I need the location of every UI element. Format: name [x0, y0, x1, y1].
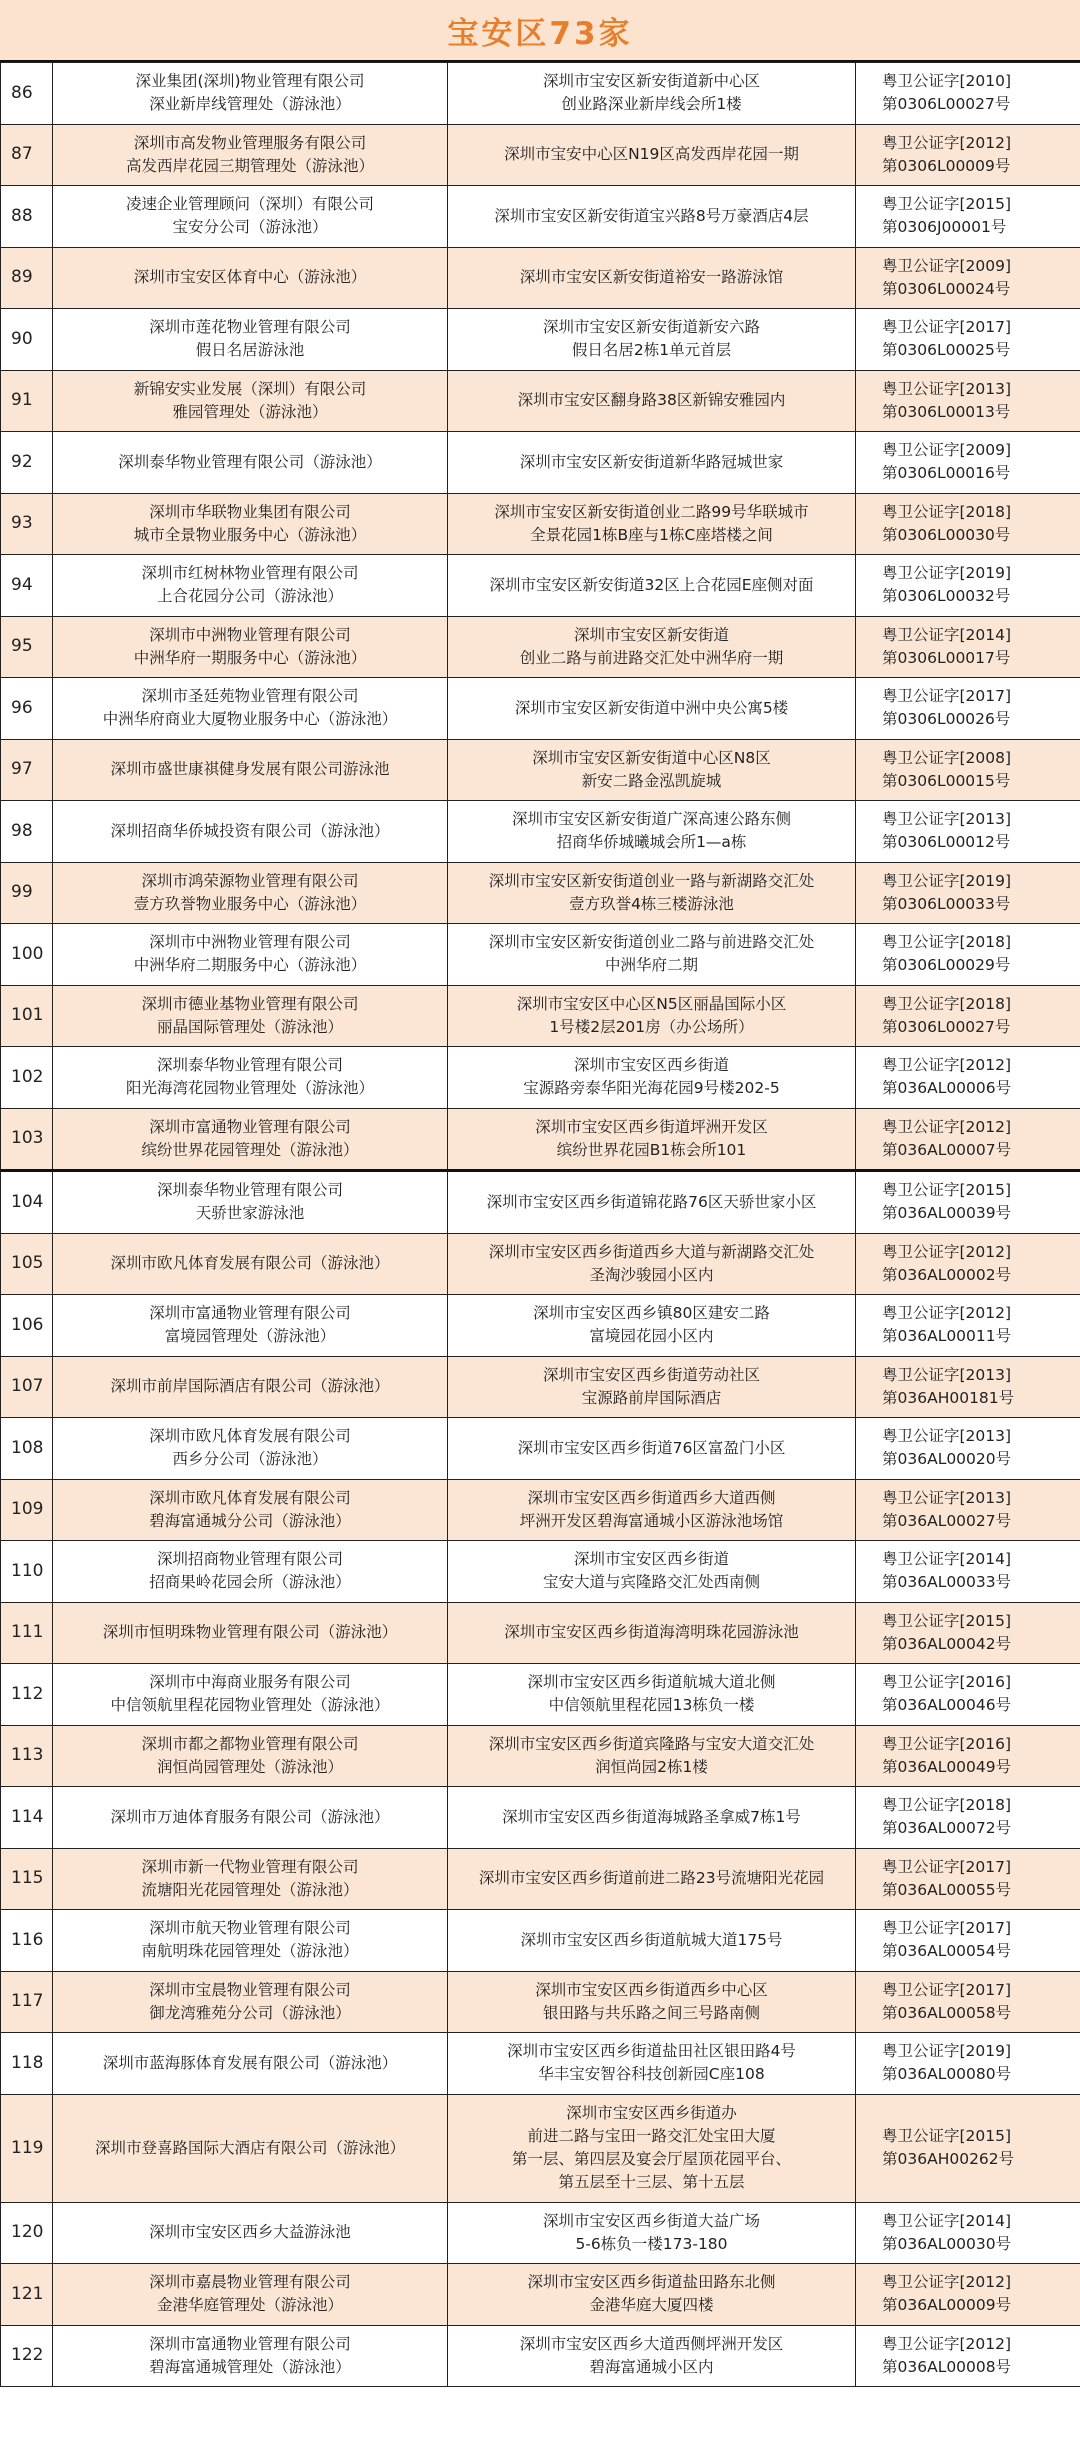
row-number: 110 — [1, 1541, 53, 1603]
table-row — [1, 432, 1080, 494]
license-number: 粤卫公证字[2019] 第036AL00080号 — [856, 2033, 1080, 2095]
table-row — [1, 1233, 1080, 1295]
facility-address: 深圳市宝安区西乡街道劳动社区 宝源路前岸国际酒店 — [448, 1356, 856, 1418]
facility-name: 深业集团(深圳)物业管理有限公司 深业新岸线管理处（游泳池） — [53, 63, 448, 125]
row-number: 122 — [1, 2325, 53, 2387]
license-number: 粤卫公证字[2013] 第0306L00012号 — [856, 801, 1080, 863]
row-number: 116 — [1, 1910, 53, 1972]
facility-address: 深圳市宝安区西乡街道航城大道175号 — [448, 1910, 856, 1972]
facility-name: 深圳市高发物业管理服务有限公司 高发西岸花园三期管理处（游泳池） — [53, 124, 448, 186]
table-row — [1, 1295, 1080, 1357]
row-number: 88 — [1, 186, 53, 248]
license-number: 粤卫公证字[2012] 第036AL00011号 — [856, 1295, 1080, 1357]
facility-address: 深圳市宝安区西乡街道海城路圣拿威7栋1号 — [448, 1787, 856, 1849]
row-number: 89 — [1, 247, 53, 309]
facility-address: 深圳市宝安区西乡街道坪洲开发区 缤纷世界花园B1栋会所101 — [448, 1108, 856, 1171]
row-number: 86 — [1, 63, 53, 125]
license-number: 粤卫公证字[2013] 第036AL00027号 — [856, 1479, 1080, 1541]
facility-name: 深圳招商华侨城投资有限公司（游泳池） — [53, 801, 448, 863]
facility-address: 深圳市宝安区西乡街道宾隆路与宝安大道交汇处 润恒尚园2栋1楼 — [448, 1725, 856, 1787]
license-number: 粤卫公证字[2015] 第036AH00262号 — [856, 2094, 1080, 2202]
facility-name: 深圳市新一代物业管理有限公司 流塘阳光花园管理处（游泳池） — [53, 1848, 448, 1910]
facility-name: 深圳泰华物业管理有限公司（游泳池） — [53, 432, 448, 494]
facility-name: 深圳市万迪体育服务有限公司（游泳池） — [53, 1787, 448, 1849]
row-number: 102 — [1, 1047, 53, 1109]
row-number: 94 — [1, 555, 53, 617]
table-row — [1, 1479, 1080, 1541]
row-number: 115 — [1, 1848, 53, 1910]
license-number: 粤卫公证字[2018] 第0306L00029号 — [856, 924, 1080, 986]
facility-name: 深圳市登喜路国际大酒店有限公司（游泳池） — [53, 2094, 448, 2202]
table-row — [1, 2033, 1080, 2095]
facility-address: 深圳市宝安中心区N19区高发西岸花园一期 — [448, 124, 856, 186]
row-number: 113 — [1, 1725, 53, 1787]
license-number: 粤卫公证字[2012] 第036AL00009号 — [856, 2264, 1080, 2326]
row-number: 105 — [1, 1233, 53, 1295]
table-row — [1, 1171, 1080, 1234]
facility-address: 深圳市宝安区西乡街道航城大道北侧 中信领航里程花园13栋负一楼 — [448, 1664, 856, 1726]
license-number: 粤卫公证字[2017] 第0306L00025号 — [856, 309, 1080, 371]
facility-address: 深圳市宝安区西乡镇80区建安二路 富境园花园小区内 — [448, 1295, 856, 1357]
facility-address: 深圳市宝安区新安街道中洲中央公寓5楼 — [448, 678, 856, 740]
row-number: 117 — [1, 1971, 53, 2033]
facility-name: 深圳市欧凡体育发展有限公司 西乡分公司（游泳池） — [53, 1418, 448, 1480]
facility-address: 深圳市宝安区西乡街道盐田路东北侧 金港华庭大厦四楼 — [448, 2264, 856, 2326]
facility-address: 深圳市宝安区翻身路38区新锦安雅园内 — [448, 370, 856, 432]
table-row — [1, 63, 1080, 125]
facility-address: 深圳市宝安区西乡街道大益广场 5-6栋负一楼173-180 — [448, 2202, 856, 2264]
facility-name: 深圳市航天物业管理有限公司 南航明珠花园管理处（游泳池） — [53, 1910, 448, 1972]
row-number: 92 — [1, 432, 53, 494]
license-number: 粤卫公证字[2015] 第036AL00039号 — [856, 1171, 1080, 1234]
row-number: 87 — [1, 124, 53, 186]
table-row — [1, 124, 1080, 186]
row-number: 97 — [1, 739, 53, 801]
facility-address: 深圳市宝安区新安街道广深高速公路东侧 招商华侨城曦城会所1—a栋 — [448, 801, 856, 863]
row-number: 101 — [1, 985, 53, 1047]
facility-name: 深圳市中洲物业管理有限公司 中洲华府二期服务中心（游泳池） — [53, 924, 448, 986]
table-row — [1, 1664, 1080, 1726]
row-number: 99 — [1, 862, 53, 924]
row-number: 98 — [1, 801, 53, 863]
row-number: 103 — [1, 1108, 53, 1171]
facility-name: 深圳市欧凡体育发展有限公司 碧海富通城分公司（游泳池） — [53, 1479, 448, 1541]
row-number: 109 — [1, 1479, 53, 1541]
facility-address: 深圳市宝安区新安街道创业一路与新湖路交汇处 壹方玖誉4栋三楼游泳池 — [448, 862, 856, 924]
license-number: 粤卫公证字[2009] 第0306L00024号 — [856, 247, 1080, 309]
row-number: 111 — [1, 1602, 53, 1664]
facility-address: 深圳市宝安区西乡街道前进二路23号流塘阳光花园 — [448, 1848, 856, 1910]
license-number: 粤卫公证字[2009] 第0306L00016号 — [856, 432, 1080, 494]
row-number: 104 — [1, 1171, 53, 1234]
license-number: 粤卫公证字[2018] 第0306L00027号 — [856, 985, 1080, 1047]
facility-name: 深圳泰华物业管理有限公司 阳光海湾花园物业管理处（游泳池） — [53, 1047, 448, 1109]
table-row — [1, 1848, 1080, 1910]
table-row — [1, 801, 1080, 863]
facility-address: 深圳市宝安区新安街道32区上合花园E座侧对面 — [448, 555, 856, 617]
facility-address: 深圳市宝安区西乡街道 宝安大道与宾隆路交汇处西南侧 — [448, 1541, 856, 1603]
license-number: 粤卫公证字[2017] 第036AL00058号 — [856, 1971, 1080, 2033]
facility-name: 深圳市嘉晨物业管理有限公司 金港华庭管理处（游泳池） — [53, 2264, 448, 2326]
license-number: 粤卫公证字[2013] 第0306L00013号 — [856, 370, 1080, 432]
facility-name: 凌速企业管理顾问（深圳）有限公司 宝安分公司（游泳池） — [53, 186, 448, 248]
table-row — [1, 493, 1080, 555]
table-row — [1, 309, 1080, 371]
facility-address: 深圳市宝安区新安街道创业二路与前进路交汇处 中洲华府二期 — [448, 924, 856, 986]
facility-name: 深圳市圣廷苑物业管理有限公司 中洲华府商业大厦物业服务中心（游泳池） — [53, 678, 448, 740]
license-number: 粤卫公证字[2014] 第036AL00030号 — [856, 2202, 1080, 2264]
table-row — [1, 985, 1080, 1047]
facility-name: 深圳市都之都物业管理有限公司 润恒尚园管理处（游泳池） — [53, 1725, 448, 1787]
row-number: 90 — [1, 309, 53, 371]
table-body — [1, 63, 1080, 2387]
table-row — [1, 2202, 1080, 2264]
row-number: 108 — [1, 1418, 53, 1480]
facility-address: 深圳市宝安区西乡街道西乡大道与新湖路交汇处 圣淘沙骏园小区内 — [448, 1233, 856, 1295]
row-number: 100 — [1, 924, 53, 986]
facility-name: 深圳市欧凡体育发展有限公司（游泳池） — [53, 1233, 448, 1295]
facility-name: 深圳市蓝海豚体育发展有限公司（游泳池） — [53, 2033, 448, 2095]
table-row — [1, 739, 1080, 801]
license-number: 粤卫公证字[2014] 第036AL00033号 — [856, 1541, 1080, 1603]
facility-address: 深圳市宝安区新安街道 创业二路与前进路交汇处中洲华府一期 — [448, 616, 856, 678]
license-number: 粤卫公证字[2015] 第0306J00001号 — [856, 186, 1080, 248]
row-number: 119 — [1, 2094, 53, 2202]
license-number: 粤卫公证字[2013] 第036AL00020号 — [856, 1418, 1080, 1480]
row-number: 96 — [1, 678, 53, 740]
facility-address: 深圳市宝安区西乡街道西乡中心区 银田路与共乐路之间三号路南侧 — [448, 1971, 856, 2033]
facility-address: 深圳市宝安区新安街道新安六路 假日名居2栋1单元首层 — [448, 309, 856, 371]
facility-address: 深圳市宝安区西乡街道锦花路76区天骄世家小区 — [448, 1171, 856, 1234]
row-number: 93 — [1, 493, 53, 555]
facility-name: 深圳市宝安区体育中心（游泳池） — [53, 247, 448, 309]
row-number: 120 — [1, 2202, 53, 2264]
facility-name: 深圳市莲花物业管理有限公司 假日名居游泳池 — [53, 309, 448, 371]
license-number: 粤卫公证字[2012] 第036AL00008号 — [856, 2325, 1080, 2387]
license-number: 粤卫公证字[2018] 第036AL00072号 — [856, 1787, 1080, 1849]
row-number: 112 — [1, 1664, 53, 1726]
facility-address: 深圳市宝安区西乡街道 宝源路旁泰华阳光海花园9号楼202-5 — [448, 1047, 856, 1109]
license-number: 粤卫公证字[2018] 第0306L00030号 — [856, 493, 1080, 555]
facility-name: 深圳市红树林物业管理有限公司 上合花园分公司（游泳池） — [53, 555, 448, 617]
row-number: 114 — [1, 1787, 53, 1849]
facility-address: 深圳市宝安区新安街道新中心区 创业路深业新岸线会所1楼 — [448, 63, 856, 125]
facility-address: 深圳市宝安区新安街道宝兴路8号万豪酒店4层 — [448, 186, 856, 248]
pool-license-table — [0, 62, 1080, 2387]
table-row — [1, 247, 1080, 309]
table-row — [1, 1108, 1080, 1171]
facility-name: 深圳市宝晨物业管理有限公司 御龙湾雅苑分公司（游泳池） — [53, 1971, 448, 2033]
table-row — [1, 2325, 1080, 2387]
table-row — [1, 555, 1080, 617]
license-number: 粤卫公证字[2016] 第036AL00049号 — [856, 1725, 1080, 1787]
facility-address: 深圳市宝安区新安街道裕安一路游泳馆 — [448, 247, 856, 309]
facility-address: 深圳市宝安区新安街道新华路冠城世家 — [448, 432, 856, 494]
table-row — [1, 1047, 1080, 1109]
row-number: 121 — [1, 2264, 53, 2326]
table-row — [1, 924, 1080, 986]
facility-name: 深圳招商物业管理有限公司 招商果岭花园会所（游泳池） — [53, 1541, 448, 1603]
facility-name: 新锦安实业发展（深圳）有限公司 雅园管理处（游泳池） — [53, 370, 448, 432]
license-number: 粤卫公证字[2013] 第036AH00181号 — [856, 1356, 1080, 1418]
facility-name: 深圳市中海商业服务有限公司 中信领航里程花园物业管理处（游泳池） — [53, 1664, 448, 1726]
facility-name: 深圳市鸿荣源物业管理有限公司 壹方玖誉物业服务中心（游泳池） — [53, 862, 448, 924]
facility-address: 深圳市宝安区西乡街道盐田社区银田路4号 华丰宝安智谷科技创新园C座108 — [448, 2033, 856, 2095]
table-row — [1, 1418, 1080, 1480]
license-number: 粤卫公证字[2019] 第0306L00032号 — [856, 555, 1080, 617]
license-number: 粤卫公证字[2012] 第0306L00009号 — [856, 124, 1080, 186]
license-number: 粤卫公证字[2014] 第0306L00017号 — [856, 616, 1080, 678]
facility-name: 深圳市前岸国际酒店有限公司（游泳池） — [53, 1356, 448, 1418]
table-row — [1, 2094, 1080, 2202]
license-number: 粤卫公证字[2017] 第036AL00054号 — [856, 1910, 1080, 1972]
facility-name: 深圳市华联物业集团有限公司 城市全景物业服务中心（游泳池） — [53, 493, 448, 555]
table-row — [1, 370, 1080, 432]
table-row — [1, 2264, 1080, 2326]
license-number: 粤卫公证字[2017] 第036AL00055号 — [856, 1848, 1080, 1910]
facility-address: 深圳市宝安区中心区N5区丽晶国际小区 1号楼2层201房（办公场所） — [448, 985, 856, 1047]
facility-address: 深圳市宝安区西乡街道海湾明珠花园游泳池 — [448, 1602, 856, 1664]
facility-name: 深圳市中洲物业管理有限公司 中洲华府一期服务中心（游泳池） — [53, 616, 448, 678]
row-number: 118 — [1, 2033, 53, 2095]
facility-address: 深圳市宝安区西乡大道西侧坪洲开发区 碧海富通城小区内 — [448, 2325, 856, 2387]
facility-address: 深圳市宝安区西乡街道76区富盈门小区 — [448, 1418, 856, 1480]
license-number: 粤卫公证字[2010] 第0306L00027号 — [856, 63, 1080, 125]
license-number: 粤卫公证字[2017] 第0306L00026号 — [856, 678, 1080, 740]
facility-name: 深圳市恒明珠物业管理有限公司（游泳池） — [53, 1602, 448, 1664]
license-number: 粤卫公证字[2012] 第036AL00006号 — [856, 1047, 1080, 1109]
facility-address: 深圳市宝安区新安街道创业二路99号华联城市 全景花园1栋B座与1栋C座塔楼之间 — [448, 493, 856, 555]
row-number: 91 — [1, 370, 53, 432]
license-number: 粤卫公证字[2012] 第036AL00007号 — [856, 1108, 1080, 1171]
license-number: 粤卫公证字[2015] 第036AL00042号 — [856, 1602, 1080, 1664]
table-row — [1, 1787, 1080, 1849]
facility-name: 深圳市富通物业管理有限公司 富境园管理处（游泳池） — [53, 1295, 448, 1357]
facility-address: 深圳市宝安区西乡街道办 前进二路与宝田一路交汇处宝田大厦 第一层、第四层及宴会厅屋顶花园平台、 第五层至十三层、第十五层 — [448, 2094, 856, 2202]
license-number: 粤卫公证字[2019] 第0306L00033号 — [856, 862, 1080, 924]
facility-name: 深圳市宝安区西乡大益游泳池 — [53, 2202, 448, 2264]
table-row — [1, 1602, 1080, 1664]
table-row — [1, 1910, 1080, 1972]
table-row — [1, 186, 1080, 248]
facility-name: 深圳市德业基物业管理有限公司 丽晶国际管理处（游泳池） — [53, 985, 448, 1047]
facility-name: 深圳市富通物业管理有限公司 碧海富通城管理处（游泳池） — [53, 2325, 448, 2387]
table-row — [1, 862, 1080, 924]
table-row — [1, 1356, 1080, 1418]
row-number: 106 — [1, 1295, 53, 1357]
table-row — [1, 1971, 1080, 2033]
facility-address: 深圳市宝安区新安街道中心区N8区 新安二路金泓凯旋城 — [448, 739, 856, 801]
facility-name: 深圳泰华物业管理有限公司 天骄世家游泳池 — [53, 1171, 448, 1234]
table-row — [1, 1541, 1080, 1603]
table-row — [1, 678, 1080, 740]
facility-address: 深圳市宝安区西乡街道西乡大道西侧 坪洲开发区碧海富通城小区游泳池场馆 — [448, 1479, 856, 1541]
facility-name: 深圳市富通物业管理有限公司 缤纷世界花园管理处（游泳池） — [53, 1108, 448, 1171]
license-number: 粤卫公证字[2012] 第036AL00002号 — [856, 1233, 1080, 1295]
license-number: 粤卫公证字[2016] 第036AL00046号 — [856, 1664, 1080, 1726]
row-number: 95 — [1, 616, 53, 678]
table-row — [1, 1725, 1080, 1787]
facility-name: 深圳市盛世康祺健身发展有限公司游泳池 — [53, 739, 448, 801]
district-title: 宝安区73家 — [0, 0, 1080, 62]
table-row — [1, 616, 1080, 678]
row-number: 107 — [1, 1356, 53, 1418]
license-number: 粤卫公证字[2008] 第0306L00015号 — [856, 739, 1080, 801]
